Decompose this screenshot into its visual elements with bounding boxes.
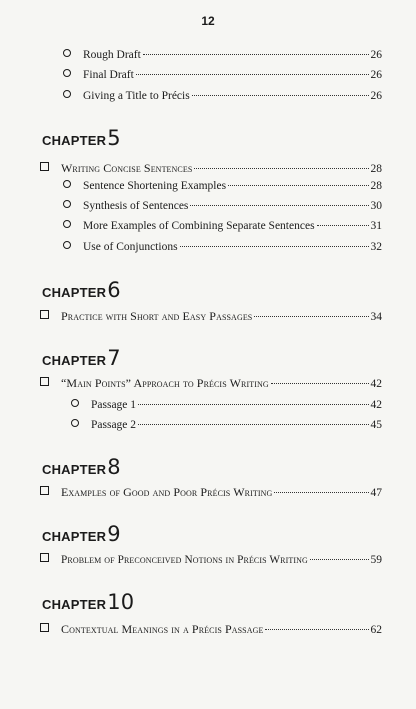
toc-entry-page: 62	[370, 624, 382, 636]
dot-leader	[180, 246, 369, 247]
toc-entry-title: Rough Draft	[83, 49, 141, 61]
toc-entry-title: “Main Points” Approach to Précis Writing	[61, 376, 269, 390]
dot-leader	[136, 74, 369, 75]
toc-entry-page: 45	[370, 419, 382, 431]
toc-entry-page: 32	[370, 241, 382, 253]
toc-entry[interactable]	[71, 398, 382, 413]
chapter-number: 8	[107, 455, 121, 479]
toc-entry[interactable]	[63, 48, 382, 63]
dot-leader	[138, 424, 368, 425]
chapter-word: CHAPTER	[42, 285, 107, 300]
circle-bullet-icon	[63, 220, 71, 228]
chapter-number: 6	[107, 278, 121, 302]
chapter-number: 10	[107, 590, 135, 614]
dot-leader	[274, 492, 368, 493]
circle-bullet-icon	[71, 419, 79, 427]
chapter-word: CHAPTER	[42, 133, 107, 148]
circle-bullet-icon	[63, 241, 71, 249]
chapter-number: 9	[107, 522, 121, 546]
toc-entry-title: Practice with Short and Easy Passages	[61, 309, 253, 323]
dot-leader	[317, 225, 369, 226]
toc-entry-page: 30	[370, 200, 382, 212]
toc-entry[interactable]	[71, 418, 382, 433]
dot-leader	[194, 168, 368, 169]
toc-entry-title: Problem of Preconceived Notions in Précis Writing	[61, 554, 308, 566]
toc-entry-title: Use of Conjunctions	[83, 241, 178, 253]
chapter-heading	[42, 524, 121, 545]
page-number: 12	[201, 14, 215, 28]
chapter-number: 7	[107, 346, 121, 370]
toc-entry-title: More Examples of Combining Separate Sentences	[83, 220, 315, 232]
circle-bullet-icon	[71, 399, 79, 407]
toc-chapter-entry[interactable]	[40, 553, 382, 568]
toc-entry-title: Passage 1	[91, 399, 137, 411]
dot-leader	[143, 54, 369, 55]
chapter-number: 5	[107, 126, 121, 150]
circle-bullet-icon	[63, 180, 71, 188]
toc-entry[interactable]	[63, 179, 382, 194]
square-bullet-icon	[40, 377, 49, 386]
dot-leader	[228, 185, 368, 186]
toc-entry[interactable]	[63, 219, 382, 234]
square-bullet-icon	[40, 623, 49, 632]
toc-entry[interactable]	[63, 89, 382, 104]
toc-entry-page: 42	[370, 378, 382, 390]
square-bullet-icon	[40, 486, 49, 495]
toc-chapter-entry[interactable]	[40, 622, 382, 637]
chapter-heading	[42, 128, 121, 149]
toc-entry-title: Final Draft	[83, 69, 134, 81]
dot-leader	[310, 559, 369, 560]
toc-entry-title: Examples of Good and Poor Précis Writing	[61, 485, 273, 499]
circle-bullet-icon	[63, 69, 71, 77]
chapter-word: CHAPTER	[42, 529, 107, 544]
toc-entry-page: 28	[370, 163, 382, 175]
toc-entry-title: Sentence Shortening Examples	[83, 180, 227, 192]
toc-entry-title: Synthesis of Sentences	[83, 200, 189, 212]
toc-entry[interactable]	[63, 68, 382, 83]
dot-leader	[138, 404, 368, 405]
dot-leader	[192, 95, 369, 96]
toc-chapter-entry[interactable]	[40, 485, 382, 500]
toc-entry-page: 26	[370, 69, 382, 81]
toc-entry[interactable]	[63, 199, 382, 214]
chapter-heading	[42, 280, 121, 301]
chapter-word: CHAPTER	[42, 597, 107, 612]
dot-leader	[265, 629, 368, 630]
toc-chapter-entry[interactable]	[40, 376, 382, 391]
toc-entry-title: Giving a Title to Précis	[83, 90, 190, 102]
toc-entry-page: 26	[370, 90, 382, 102]
toc-entry-title: Passage 2	[91, 419, 137, 431]
dot-leader	[254, 316, 368, 317]
toc-entry-page: 34	[370, 311, 382, 323]
toc-entry-page: 26	[370, 49, 382, 61]
chapter-heading	[42, 348, 121, 369]
circle-bullet-icon	[63, 90, 71, 98]
square-bullet-icon	[40, 310, 49, 319]
toc-entry[interactable]	[63, 240, 382, 255]
square-bullet-icon	[40, 553, 49, 562]
toc-entry-page: 31	[370, 220, 382, 232]
chapter-heading	[42, 457, 121, 478]
chapter-heading	[42, 592, 134, 613]
square-bullet-icon	[40, 162, 49, 171]
toc-entry-page: 42	[370, 399, 382, 411]
dot-leader	[190, 205, 368, 206]
toc-chapter-entry[interactable]	[40, 309, 382, 324]
circle-bullet-icon	[63, 200, 71, 208]
chapter-word: CHAPTER	[42, 353, 107, 368]
toc-entry-title: Contextual Meanings in a Précis Passage	[61, 622, 264, 636]
dot-leader	[271, 383, 369, 384]
circle-bullet-icon	[63, 49, 71, 57]
toc-entry-page: 28	[370, 180, 382, 192]
chapter-word: CHAPTER	[42, 462, 107, 477]
toc-entry-page: 47	[370, 487, 382, 499]
toc-entry-page: 59	[370, 554, 382, 566]
toc-chapter-entry[interactable]	[40, 161, 382, 176]
toc-entry-title: Writing Concise Sentences	[61, 161, 193, 175]
